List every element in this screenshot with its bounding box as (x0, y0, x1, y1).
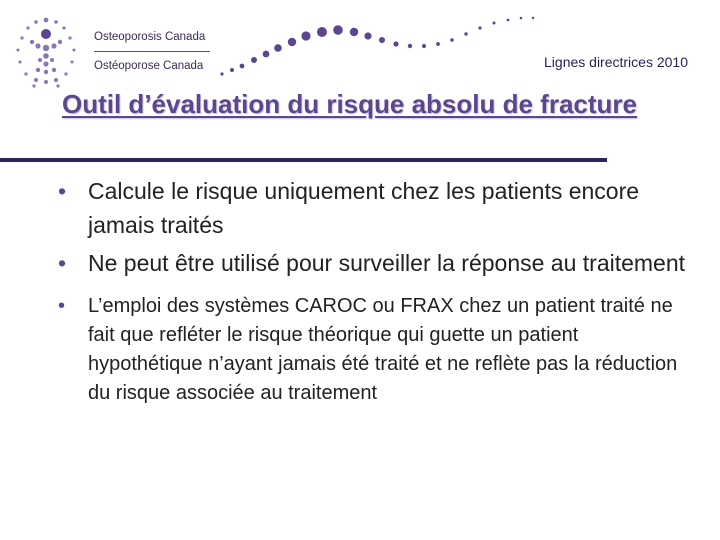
bullet-list (58, 174, 698, 408)
title-divider (0, 158, 607, 162)
bullet-item: • L’emploi des systèmes CAROC ou FRAX chez un patient traité ne fait que refléter le risque théorique qui guette un patient hypothétique n’ayant jamais été traité et ne reflète pas la réduction du risque associée au traitement (58, 292, 698, 408)
bullet-item: • Calcule le risque uniquement chez les patients encore jamais traités (58, 174, 698, 242)
decorative-dot-wave (218, 12, 538, 82)
bullet-item: • Ne peut être utilisé pour surveiller la réponse au traitement (58, 246, 698, 280)
slide-title: Outil d’évaluation du risque absolu de fracture (62, 89, 637, 119)
org-name-english: Osteoporosis Canada (94, 31, 206, 43)
guideline-label: Lignes directrices 2010 (544, 54, 688, 70)
org-name-divider (94, 51, 210, 52)
org-name-french: Ostéoporose Canada (94, 60, 204, 72)
osteoporosis-canada-logo-icon (8, 14, 84, 92)
